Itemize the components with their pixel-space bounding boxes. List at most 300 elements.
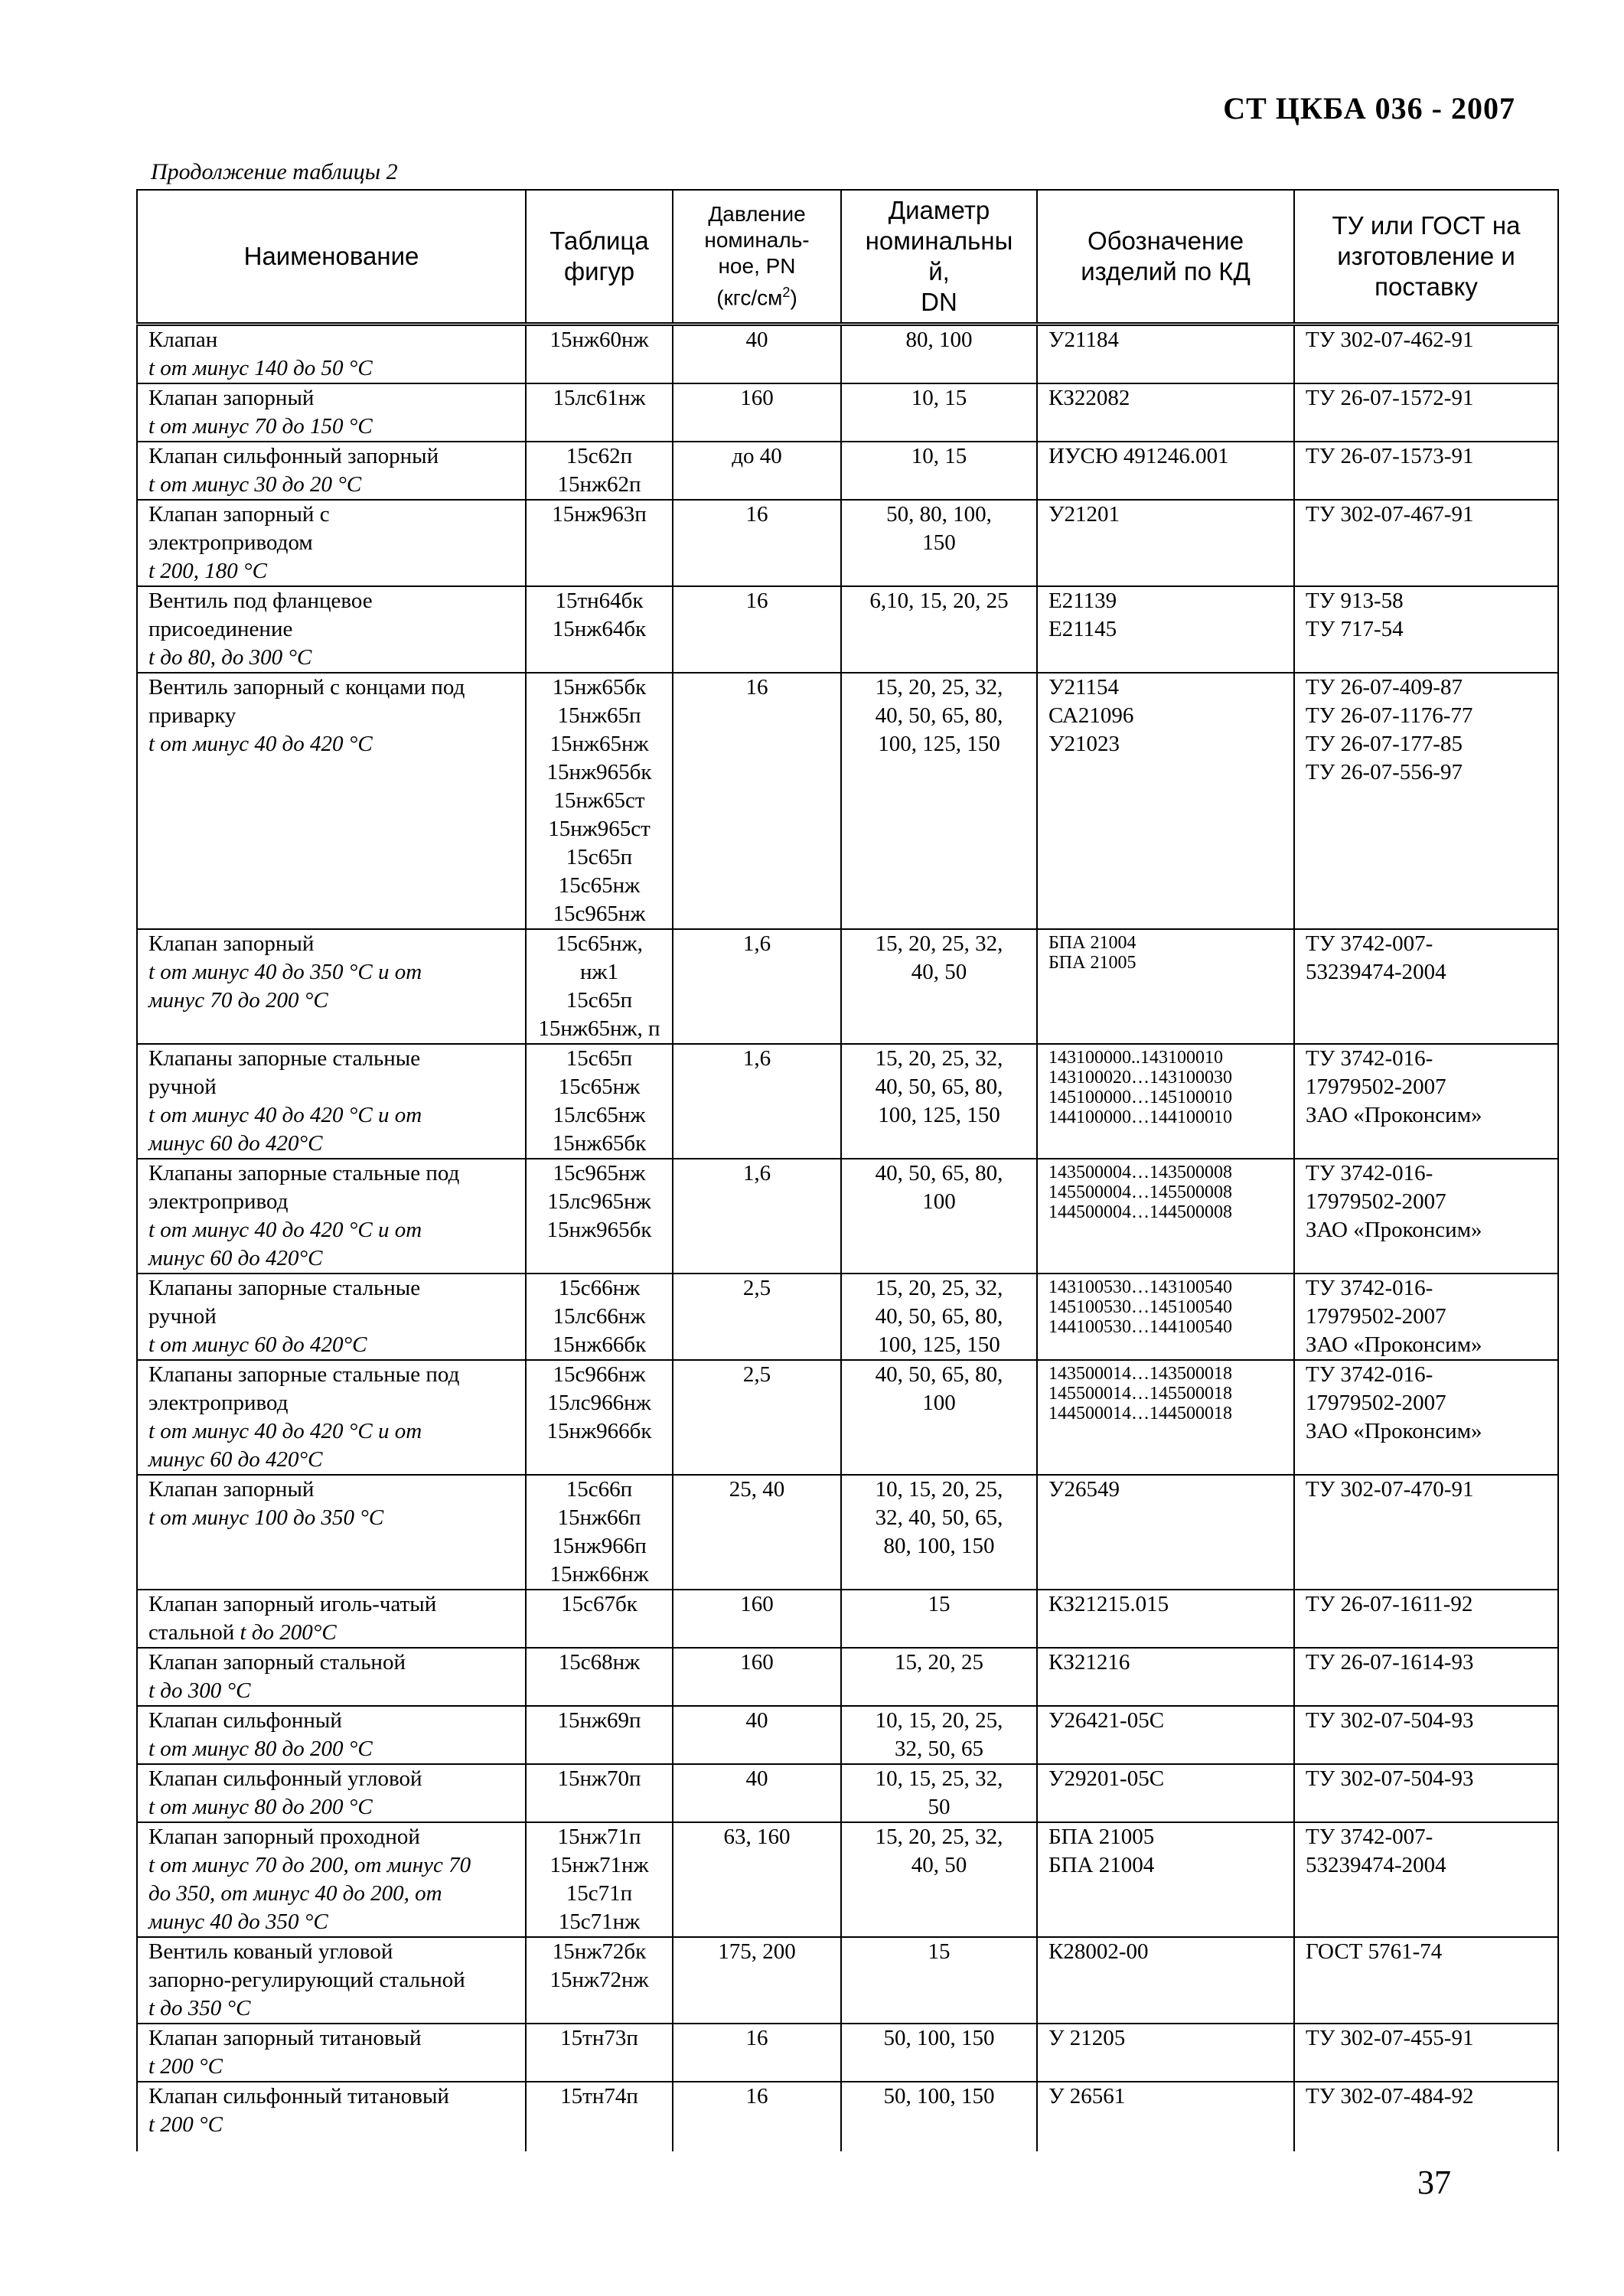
cell-diameter	[841, 383, 1037, 442]
tu-line: ЗАО «Проконсим»	[1306, 1103, 1482, 1127]
cell-name	[137, 2082, 526, 2151]
fig-line: 15с71п	[566, 1881, 633, 1906]
name-line: Клапаны запорные стальные	[148, 1276, 421, 1300]
valves-table-container	[136, 189, 1557, 2151]
fig-line: 15нж72бк	[552, 1939, 647, 1964]
dn-line: 100	[922, 1189, 956, 1214]
fig-line: 15с965нж	[553, 1161, 646, 1186]
cell-pressure	[673, 1937, 841, 2024]
pn-line: 40	[745, 1766, 768, 1791]
temp-line: минус 60 до 420°C	[148, 1246, 323, 1270]
cell-diameter	[841, 1822, 1037, 1937]
fig-line: 15нж60нж	[549, 328, 649, 352]
tu-line: ТУ 302-07-470-91	[1306, 1477, 1474, 1502]
cell-name	[137, 2024, 526, 2082]
cell-name	[137, 1648, 526, 1706]
kd-line: У21184	[1048, 328, 1119, 352]
tu-line: ЗАО «Проконсим»	[1306, 1332, 1482, 1357]
cell-tu-gost	[1294, 1822, 1558, 1937]
cell-diameter	[841, 1764, 1037, 1822]
tu-line: ТУ 3742-007-	[1306, 1825, 1433, 1849]
fig-line: 15с965нж	[553, 902, 646, 926]
cell-pressure	[673, 929, 841, 1044]
fig-line: 15тн73п	[560, 2026, 638, 2050]
fig-line: 15нж65нж, п	[538, 1016, 660, 1041]
tu-line: 17979502-2007	[1306, 1075, 1446, 1099]
dn-line: 40, 50, 65, 80,	[875, 1161, 1003, 1186]
fig-line: 15с65п	[566, 988, 633, 1013]
tu-line: ТУ 26-07-1573-91	[1306, 444, 1474, 468]
cell-name	[137, 1590, 526, 1648]
kd-line: 145100530…145100540	[1048, 1297, 1232, 1317]
kd-line: КЗ21215.015	[1048, 1592, 1169, 1616]
kd-line: КЗ22082	[1048, 386, 1130, 410]
temp-line: t от минус 70 до 200, от минус 70	[148, 1853, 471, 1877]
document-code: СТ ЦКБА 036 - 2007	[1223, 91, 1515, 126]
temperature-range: t до 200°C	[240, 1620, 337, 1645]
name-line: Клапан запорный	[148, 386, 315, 410]
cell-kd-designation	[1037, 586, 1294, 673]
tu-line: ТУ 302-07-467-91	[1306, 502, 1474, 527]
name-line: Клапан запорный	[148, 931, 315, 956]
pn-line: 1,6	[742, 1046, 771, 1071]
dn-line: 15, 20, 25, 32,	[875, 931, 1003, 956]
dn-line: 15, 20, 25	[895, 1650, 983, 1675]
pn-line: 40	[745, 1708, 768, 1733]
cell-tu-gost	[1294, 383, 1558, 442]
fig-line: 15нж966п	[552, 1534, 647, 1558]
cell-pressure	[673, 442, 841, 500]
table-row	[137, 1159, 1558, 1274]
kd-line: У21201	[1048, 502, 1120, 527]
name-line: стальной t до 200°C	[148, 1620, 337, 1645]
table-row	[137, 1822, 1558, 1937]
cell-kd-designation	[1037, 383, 1294, 442]
name-line: электроприводом	[148, 530, 313, 555]
cell-name	[137, 1360, 526, 1475]
tu-line: 17979502-2007	[1306, 1304, 1446, 1329]
tu-line: 53239474-2004	[1306, 1853, 1446, 1877]
cell-tu-gost	[1294, 1590, 1558, 1648]
cell-kd-designation	[1037, 1937, 1294, 2024]
cell-diameter	[841, 929, 1037, 1044]
tu-line: ТУ 717-54	[1306, 617, 1404, 641]
cell-diameter	[841, 673, 1037, 929]
cell-tu-gost	[1294, 1274, 1558, 1360]
dn-line: 100, 125, 150	[878, 1332, 1000, 1357]
cell-name	[137, 929, 526, 1044]
tu-line: ТУ 3742-016-	[1306, 1161, 1433, 1186]
cell-pressure	[673, 1706, 841, 1764]
cell-diameter	[841, 2024, 1037, 2082]
tu-line: ТУ 26-07-1611-92	[1306, 1592, 1473, 1616]
cell-diameter	[841, 1274, 1037, 1360]
fig-line: 15с65п	[566, 1046, 633, 1071]
name-line: Вентиль кованый угловой	[148, 1939, 393, 1964]
cell-pressure	[673, 1590, 841, 1648]
fig-line: 15нж71п	[557, 1825, 641, 1849]
name-line: Вентиль запорный с концами под	[148, 675, 465, 700]
kd-line: 143100020…143100030	[1048, 1068, 1232, 1088]
temp-line: t от минус 80 до 200 °C	[148, 1737, 373, 1761]
kd-line: 144100000…144100010	[1048, 1107, 1232, 1127]
cell-diameter	[841, 1648, 1037, 1706]
cell-figure	[526, 1159, 673, 1274]
cell-name	[137, 383, 526, 442]
cell-figure	[526, 383, 673, 442]
cell-figure	[526, 1475, 673, 1590]
fig-line: 15нж963п	[552, 502, 647, 527]
cell-name	[137, 1764, 526, 1822]
fig-line: 15с65нж	[558, 873, 641, 898]
cell-diameter	[841, 586, 1037, 673]
cell-name	[137, 442, 526, 500]
cell-tu-gost	[1294, 1360, 1558, 1475]
tu-line: ТУ 26-07-1176-77	[1306, 703, 1473, 728]
tu-line: ТУ 913-58	[1306, 589, 1404, 613]
cell-kd-designation	[1037, 1590, 1294, 1648]
dn-line: 15	[928, 1939, 951, 1964]
name-line: Клапаны запорные стальные под	[148, 1161, 460, 1186]
cell-kd-designation	[1037, 2024, 1294, 2082]
table-row	[137, 383, 1558, 442]
temp-line: t от минус 30 до 20 °C	[148, 472, 362, 497]
cell-diameter	[841, 1937, 1037, 2024]
table-row	[137, 1764, 1558, 1822]
cell-diameter	[841, 1590, 1037, 1648]
fig-line: 15с66п	[566, 1477, 633, 1502]
dn-line: 50, 80, 100,	[886, 502, 992, 527]
dn-line: 50	[928, 1795, 951, 1819]
name-line: ручной	[148, 1304, 217, 1329]
dn-line: 40, 50	[911, 960, 967, 984]
cell-kd-designation	[1037, 325, 1294, 384]
fig-line: 15лс966нж	[547, 1391, 651, 1415]
cell-diameter	[841, 1044, 1037, 1159]
temp-line: t до 300 °C	[148, 1678, 251, 1703]
temp-line: t от минус 40 до 420 °C и от	[148, 1218, 422, 1242]
temp-line: t от минус 100 до 350 °C	[148, 1505, 384, 1530]
pn-line: 2,5	[742, 1362, 771, 1387]
table-body	[137, 325, 1558, 2152]
name-line: Клапан сильфонный угловой	[148, 1766, 422, 1791]
cell-figure	[526, 1764, 673, 1822]
cell-kd-designation	[1037, 929, 1294, 1044]
name-line: Клапан сильфонный	[148, 1708, 342, 1733]
kd-line: У26549	[1048, 1477, 1120, 1502]
cell-figure	[526, 1937, 673, 2024]
dn-line: 10, 15, 20, 25,	[875, 1477, 1003, 1502]
column-header-name: Наименование	[137, 190, 526, 325]
name-line: электропривод	[148, 1189, 289, 1214]
cell-pressure	[673, 1475, 841, 1590]
cell-pressure	[673, 1159, 841, 1274]
tu-line: ТУ 3742-007-	[1306, 931, 1433, 956]
name-line: Клапан запорный иголь-чатый	[148, 1592, 437, 1616]
tu-line: ТУ 302-07-462-91	[1306, 328, 1474, 352]
tu-line: ТУ 302-07-504-93	[1306, 1766, 1474, 1791]
cell-kd-designation	[1037, 1360, 1294, 1475]
column-header-pressure: Давление номиналь- ное, PN $(кгс/см^2)$	[673, 190, 841, 325]
fig-line: 15с65нж, нж1	[556, 931, 643, 984]
cell-pressure	[673, 1764, 841, 1822]
temp-line: t 200 °C	[148, 2112, 223, 2137]
name-line: Клапан запорный с	[148, 502, 330, 527]
name-line: присоединение	[148, 617, 293, 641]
dn-line: 15	[928, 1592, 951, 1616]
cell-name	[137, 1475, 526, 1590]
tu-line: ТУ 3742-016-	[1306, 1276, 1433, 1300]
name-line: запорно-регулирующий стальной	[148, 1968, 465, 1992]
fig-line: 15нж72нж	[549, 1968, 649, 1992]
cell-diameter	[841, 1360, 1037, 1475]
fig-line: 15с71нж	[558, 1910, 641, 1934]
dn-line: 100, 125, 150	[878, 732, 1000, 756]
cell-kd-designation	[1037, 1822, 1294, 1937]
cell-name	[137, 586, 526, 673]
dn-line: 10, 15, 20, 25,	[875, 1708, 1003, 1733]
tu-line: ТУ 26-07-556-97	[1306, 760, 1463, 784]
table-row	[137, 1937, 1558, 2024]
kd-line: У 21205	[1048, 2026, 1126, 2050]
cell-tu-gost	[1294, 1764, 1558, 1822]
cell-figure	[526, 442, 673, 500]
cell-tu-gost	[1294, 1475, 1558, 1590]
cell-tu-gost	[1294, 1159, 1558, 1274]
temp-line: t от минус 40 до 420 °C и от	[148, 1419, 422, 1443]
temp-line: t от минус 80 до 200 °C	[148, 1795, 373, 1819]
cell-name	[137, 1044, 526, 1159]
kd-line: 144500014…144500018	[1048, 1404, 1232, 1424]
fig-line: 15нж65нж	[549, 732, 649, 756]
kd-line: Е21139	[1048, 589, 1117, 613]
kd-line: ИУСЮ 491246.001	[1048, 444, 1229, 468]
cell-figure	[526, 1648, 673, 1706]
temp-line: t от минус 40 до 420 °C и от	[148, 1103, 422, 1127]
fig-line: 15с65нж	[558, 1075, 641, 1099]
tu-line: ТУ 26-07-177-85	[1306, 732, 1463, 756]
dn-line: 150	[922, 530, 956, 555]
pn-line: до 40	[732, 444, 782, 468]
kd-line: БПА 21004	[1048, 933, 1136, 953]
cell-figure	[526, 1274, 673, 1360]
cell-name	[137, 325, 526, 384]
cell-pressure	[673, 2024, 841, 2082]
dn-line: 40, 50, 65, 80,	[875, 1075, 1003, 1099]
pn-line: 175, 200	[718, 1939, 796, 1964]
temp-line: минус 60 до 420°C	[148, 1447, 323, 1472]
name-line: Клапан запорный проходной	[148, 1825, 420, 1849]
fig-line: 15нж64бк	[552, 617, 647, 641]
pn-line: 16	[745, 2084, 768, 2108]
kd-line: БПА 21004	[1048, 1853, 1155, 1877]
cell-figure	[526, 1360, 673, 1475]
table-row	[137, 500, 1558, 586]
table-row	[137, 1590, 1558, 1648]
cell-tu-gost	[1294, 1706, 1558, 1764]
pn-line: 63, 160	[723, 1825, 791, 1849]
column-header-figure: Таблица фигур	[526, 190, 673, 325]
tu-line: ГОСТ 5761-74	[1306, 1939, 1443, 1964]
tu-line: ТУ 26-07-1572-91	[1306, 386, 1474, 410]
cell-pressure	[673, 673, 841, 929]
kd-line: 143500014…143500018	[1048, 1364, 1232, 1384]
tu-line: 53239474-2004	[1306, 960, 1446, 984]
table-row	[137, 2024, 1558, 2082]
dn-line: 15, 20, 25, 32,	[875, 1825, 1003, 1849]
table-row	[137, 442, 1558, 500]
cell-figure	[526, 1706, 673, 1764]
name-line: Клапаны запорные стальные	[148, 1046, 421, 1071]
pn-line: 40	[745, 328, 768, 352]
cell-tu-gost	[1294, 500, 1558, 586]
dn-line: 15, 20, 25, 32,	[875, 675, 1003, 700]
cell-tu-gost	[1294, 2024, 1558, 2082]
name-line: Клапан запорный титановый	[148, 2026, 422, 2050]
fig-line: 15нж966бк	[546, 1419, 652, 1443]
kd-line: 144500004…144500008	[1048, 1202, 1232, 1222]
cell-pressure	[673, 1274, 841, 1360]
cell-diameter	[841, 500, 1037, 586]
dn-line: 40, 50, 65, 80,	[875, 1362, 1003, 1387]
cell-kd-designation	[1037, 1764, 1294, 1822]
fig-line: 15нж71нж	[549, 1853, 649, 1877]
cell-kd-designation	[1037, 1159, 1294, 1274]
tu-line: ЗАО «Проконсим»	[1306, 1419, 1482, 1443]
cell-pressure	[673, 383, 841, 442]
table-row	[137, 1274, 1558, 1360]
fig-line: 15лс66нж	[553, 1304, 646, 1329]
dn-line: 50, 100, 150	[883, 2026, 995, 2050]
tu-line: ТУ 302-07-484-92	[1306, 2084, 1474, 2108]
fig-line: 15лс65нж	[553, 1103, 646, 1127]
fig-line: 15с68нж	[558, 1650, 641, 1675]
dn-line: 100	[922, 1391, 956, 1415]
cell-pressure	[673, 325, 841, 384]
dn-line: 32, 50, 65	[895, 1737, 983, 1761]
cell-diameter	[841, 2082, 1037, 2151]
table-row	[137, 325, 1558, 384]
cell-diameter	[841, 325, 1037, 384]
dn-line: 10, 15	[911, 386, 967, 410]
cell-tu-gost	[1294, 1648, 1558, 1706]
valves-table	[136, 189, 1559, 2151]
fig-line: 15лс965нж	[547, 1189, 651, 1214]
name-line: Клапаны запорные стальные под	[148, 1362, 460, 1387]
kd-line: БПА 21005	[1048, 1825, 1155, 1849]
dn-line: 80, 100	[905, 328, 973, 352]
pn-line: 160	[740, 1592, 774, 1616]
table-continuation-caption: Продолжение таблицы 2	[151, 159, 398, 184]
column-header-diameter: Диаметр номинальны й, DN	[841, 190, 1037, 325]
temp-line: t 200, 180 °C	[148, 559, 267, 583]
cell-diameter	[841, 1159, 1037, 1274]
cell-tu-gost	[1294, 929, 1558, 1044]
dn-line: 15, 20, 25, 32,	[875, 1046, 1003, 1071]
dn-line: 32, 40, 50, 65,	[875, 1505, 1003, 1530]
name-line: электропривод	[148, 1391, 289, 1415]
cell-pressure	[673, 2082, 841, 2151]
pn-line: 2,5	[742, 1276, 771, 1300]
dn-line: 100, 125, 150	[878, 1103, 1000, 1127]
cell-tu-gost	[1294, 586, 1558, 673]
temp-line: t от минус 40 до 420 °C	[148, 732, 373, 756]
kd-line: 145100000…145100010	[1048, 1088, 1232, 1107]
page-number: 37	[1417, 2164, 1451, 2201]
fig-line: 15нж66бк	[552, 1332, 647, 1357]
pn-line: 160	[740, 386, 774, 410]
cell-figure	[526, 325, 673, 384]
dn-line: 40, 50	[911, 1853, 967, 1877]
cell-kd-designation	[1037, 1044, 1294, 1159]
cell-diameter	[841, 442, 1037, 500]
fig-line: 15нж65бк	[552, 1131, 647, 1156]
tu-line: ТУ 3742-016-	[1306, 1046, 1433, 1071]
fig-line: 15с966нж	[553, 1362, 646, 1387]
table-row	[137, 1475, 1558, 1590]
cell-pressure	[673, 586, 841, 673]
name-line: Вентиль под фланцевое	[148, 589, 373, 613]
cell-figure	[526, 1822, 673, 1937]
table-row	[137, 2082, 1558, 2151]
kd-line: 144100530…144100540	[1048, 1317, 1232, 1337]
fig-line: 15с67бк	[561, 1592, 638, 1616]
fig-line: 15нж965бк	[546, 760, 652, 784]
temp-line: t от минус 70 до 150 °C	[148, 414, 373, 439]
cell-kd-designation	[1037, 1706, 1294, 1764]
table-row	[137, 1360, 1558, 1475]
fig-line: 15с66нж	[558, 1276, 641, 1300]
fig-line: 15нж965ст	[548, 817, 651, 841]
pn-line: 160	[740, 1650, 774, 1675]
name-line: ручной	[148, 1075, 217, 1099]
cell-diameter	[841, 1706, 1037, 1764]
fig-line: 15нж65п	[557, 703, 641, 728]
pn-line: 1,6	[742, 1161, 771, 1186]
cell-kd-designation	[1037, 442, 1294, 500]
tu-line: ТУ 302-07-455-91	[1306, 2026, 1474, 2050]
temp-line: t до 350 °C	[148, 1996, 251, 2020]
fig-line: 15тн74п	[560, 2084, 638, 2108]
name-line: Клапан сильфонный титановый	[148, 2084, 449, 2108]
dn-line: 80, 100, 150	[883, 1534, 995, 1558]
fig-line: 15нж69п	[557, 1708, 641, 1733]
cell-figure	[526, 1590, 673, 1648]
cell-name	[137, 1937, 526, 2024]
cell-tu-gost	[1294, 442, 1558, 500]
table-row	[137, 1044, 1558, 1159]
table-row	[137, 1648, 1558, 1706]
cell-tu-gost	[1294, 1937, 1558, 2024]
dn-line: 15, 20, 25, 32,	[875, 1276, 1003, 1300]
cell-pressure	[673, 1822, 841, 1937]
kd-line: КЗ21216	[1048, 1650, 1130, 1675]
name-line: Клапан запорный	[148, 1477, 315, 1502]
dn-line: 6,10, 15, 20, 25	[869, 589, 1009, 613]
cell-name	[137, 1274, 526, 1360]
cell-kd-designation	[1037, 2082, 1294, 2151]
cell-tu-gost	[1294, 673, 1558, 929]
temp-line: t от минус 140 до 50 °C	[148, 356, 373, 380]
kd-line: 143100530…143100540	[1048, 1277, 1232, 1297]
pn-line: 1,6	[742, 931, 771, 956]
temp-line: t от минус 60 до 420°C	[148, 1332, 367, 1357]
cell-tu-gost	[1294, 2082, 1558, 2151]
temp-line: t от минус 40 до 350 °C и от	[148, 960, 422, 984]
fig-line: 15нж965бк	[546, 1218, 652, 1242]
cell-figure	[526, 1044, 673, 1159]
pn-line: 16	[745, 675, 768, 700]
